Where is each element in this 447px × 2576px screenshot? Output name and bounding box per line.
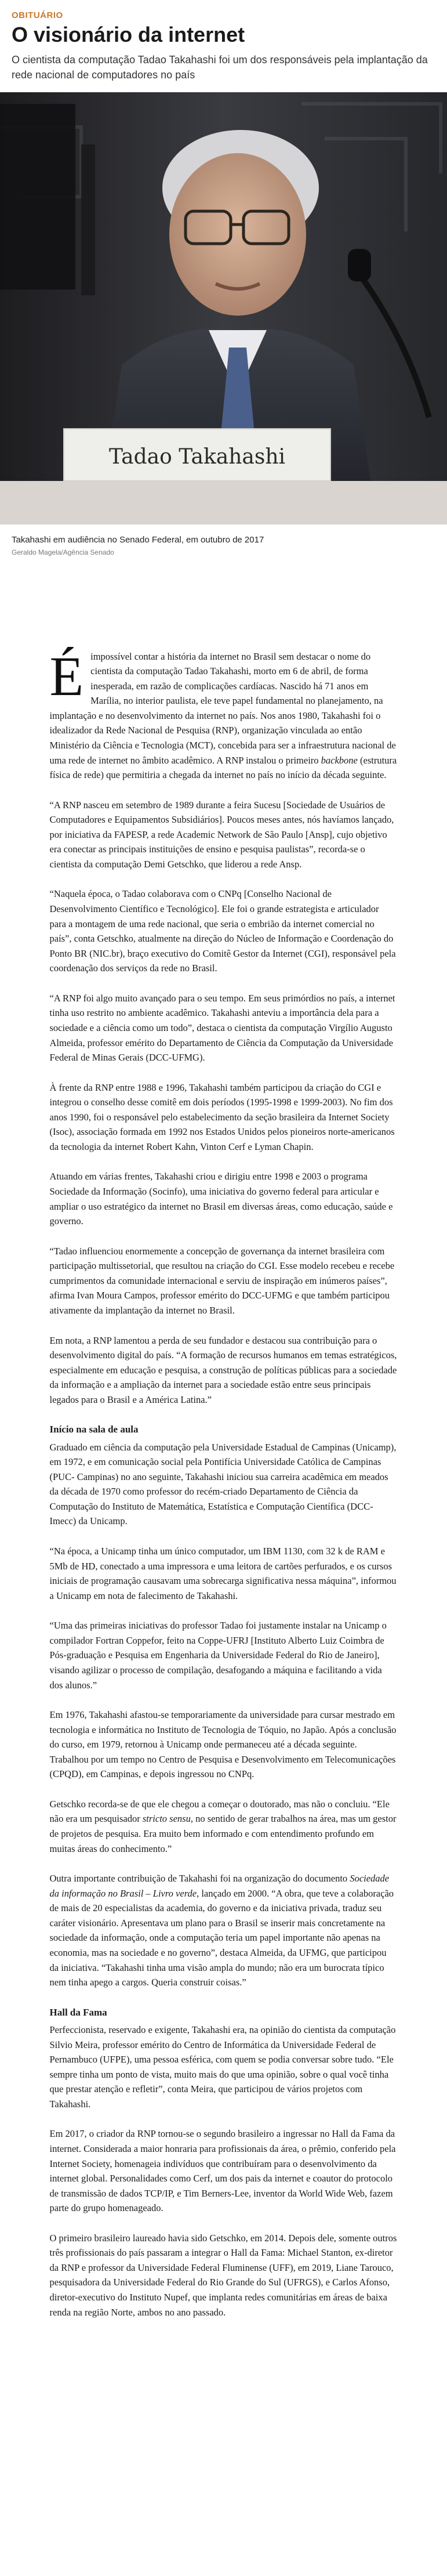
section-heading: Início na sala de aula [49, 1424, 139, 1435]
paragraph: Em 2017, o criador da RNP tornou-se o segundo brasileiro a ingressar no Hall da Fama da internet. Considerada a maior honraria para profissionais da área, o prêmio, conferido pela Internet Society, homenageia indivíduos que contribuíram para o desenvolvimento da internet global. Personalidades como Cerf, um dos pais da internet e coautor do protocolo de transmissão de dados TCP/IP, e Tim Berners-Lee, inventor da World Wide Web, fazem parte do grupo homenageado. [49, 2128, 396, 2214]
portrait-photo [0, 92, 447, 524]
paragraph: “A RNP foi algo muito avançado para o seu tempo. Em seus primórdios no país, a internet tinha uso restrito no ambiente acadêmico. Takahashi anteviu a importância dela para a sociedade e a ciência como um todo”, destaca o cientista da computação Virgílio Augusto Almeida, professor emérito do Departamento de Ciência da Computação da Universidade Federal de Minas Gerais (DCC-UFMG). [49, 992, 395, 1063]
section-heading: Hall da Fama [49, 2006, 107, 2018]
paragraph: À frente da RNP entre 1988 e 1996, Takahashi também participou da criação do CGI e integrou o conselho desse comitê em dois períodos (1995-1998 e 1999-2003). No fim dos anos 1990, foi o responsável pelo estabelecimento da seção brasileira da Internet Society (Isoc), associação formada em 1992 nos Estados Unidos pelos pioneiros norte-americanos da tecnologia da internet Robert Kahn, Vinton Cerf e Lyman Chapin. [49, 1081, 395, 1152]
paragraph: “Tadao influenciou enormemente a concepção de governança da internet brasileira com participação multissetorial, que resultou na criação do CGI. Esse modelo recebeu e recebe cumprimentos da comunidade internacional e serviu de inspiração em inúmeros países”, afirma Ivan Moura Campos, professor emérito do DCC-UFMG e que também participou ativamente da implantação da internet no Brasil. [49, 1245, 395, 1316]
paragraph: Graduado em ciência da computação pela Universidade Estadual de Campinas (Unicamp), em 1972, e em comunicação social pela Pontifícia Universidade Católica de Campinas (PUC- Campinas) no ano seguinte, Takahashi iniciou sua carreira acadêmica em meados da década de 1970 como professor do recém-criado Departamento de Ciência da Computação do Instituto de Matemática, Estatística e Computação Científica (DCC-Imecc) da Unicamp. [49, 1441, 397, 1527]
section-kicker[interactable]: OBITUÁRIO [12, 10, 63, 20]
photo-caption: Takahashi em audiência no Senado Federal, em outubro de 2017 [12, 534, 264, 545]
paragraph: “Uma das primeiras iniciativas do professor Tadao foi justamente instalar na Unicamp o compilador Fortran Coppefor, feito na Coppe-UFRJ [Instituto Alberto Luiz Coimbra de Pós-graduação e Pesquisa em Engenharia da Universidade Federal do Rio de Janeiro], visando agilizar o processo de compilação, desafogando a máquina e facilitando a vida dos alunos.” [49, 1620, 387, 1691]
paragraph: Em nota, a RNP lamentou a perda de seu fundador e destacou sua contribuição para o desenvolvimento digital do país. “A formação de recursos humanos em temas estratégicos, especialmente em educação e pesquisa, a construção de políticas públicas para a sociedade da informação e a ampliação da internet para a sociedade estão entre seus principais legados para o Brasil e a América Latina.” [49, 1334, 397, 1405]
paragraph: Getschko recorda-se de que ele chegou a começar o doutorado, mas não o concluiu. “Ele não era um pesquisador stricto sensu, no sentido de gerar trabalhos na área, mas um gestor de projetos de pesquisa. Era muito bem informado e com entendimento profundo em muitas áreas do conhecimento.” [49, 1798, 397, 1854]
paragraph: “Na época, a Unicamp tinha um único computador, um IBM 1130, com 32 k de RAM e 5Mb de HD, conectado a uma impressora e uma leitora de cartões perfurados, e os cursos iniciais de programação causavam uma sobrecarga significativa nessa máquina”, informou a Unicamp em nota de falecimento de Takahashi. [49, 1546, 397, 1601]
paragraph: Perfeccionista, reservado e exigente, Takahashi era, na opinião do cientista da computação Silvio Meira, professor emérito do Centro de Informática da Universidade Federal de Pernambuco (UFPE), uma pessoa esférica, com quem se podia conversar sobre tudo. “Ele sempre tinha um ponto de vista, muito mais do que uma opinião, sobre o qual você tinha que prestar atenção e refletir”, conta Meira, que participou de vários projetos com Takahashi. [49, 2024, 396, 2110]
drop-cap: É [49, 645, 84, 707]
article-title: O visionário da internet [12, 23, 245, 46]
paragraph: O primeiro brasileiro laureado havia sido Getschko, em 2014. Depois dele, somente outros três profissionais do país passaram a integrar o Hall da Fama: Michael Stanton, ex-diretor da RNP e professor da Universidade Federal Fluminense (UFF), em 2019, Liane Tarouco, pesquisadora da Universidade Federal do Rio Grande do Sul (UFRGS), e Carlos Afonso, diretor-executivo do Instituto Nupef, que implanta redes comunitárias em áreas de baixa renda na região Norte, ambos no ano passado. [49, 2232, 397, 2318]
paragraph: “Naquela época, o Tadao colaborava com o CNPq [Conselho Nacional de Desenvolvimento Científico e Tecnológico]. Ele foi o grande estrategista e articulador para a montagem de uma rede nacional, que seria o embrião da internet comercial no país”, conta Getschko, atualmente na direção do Núcleo de Informação e Coordenação do Ponto BR (NIC.br), braço executivo do Comitê Gestor da Internet (CGI), responsável pela coordenação dos serviços da rede no Brasil. [49, 888, 396, 974]
nameplate-text: Tadao Takahashi [108, 444, 286, 469]
article-subtitle: O cientista da computação Tadao Takahashi foi um dos responsáveis pela implantação da rede nacional de computadores no país [12, 54, 428, 81]
article-header [0, 0, 447, 92]
paragraph: “A RNP nasceu em setembro de 1989 durante a feira Sucesu [Sociedade de Usuários de Computadores e Equipamentos Subsidiários]. Poucos meses antes, nós havíamos lançado, por iniciativa da FAPESP, a rede Academic Network de São Paulo [Ansp], cujo objetivo era conectar as principais instituições de ensino e pesquisa paulistas”, recorda-se o cientista da computação Demi Getschko, que liderou a rede Ansp. [49, 799, 394, 870]
paragraph: Outra importante contribuição de Takahashi foi na organização do documento Sociedade da informação no Brasil – Livro verde, lançado em 2000. “A obra, que teve a colaboração de mais de 20 especialistas da academia, do governo e da iniciativa privada, traduz seu caráter visionário. Apresentava um plano para o Brasil se inserir mais concretamente na sociedade da informação, onde a computação teria um papel importante não apenas na economia, mas na sociedade e no governo”, destaca Almeida, da UFMG, que participou da iniciativa. “Takahashi tinha uma visão ampla do mundo; não era um burocrata típico nem tinha apego a cargos. Queria construir coisas.” [49, 1873, 394, 1988]
lead-paragraph: Éimpossível contar a história da internet no Brasil sem destacar o nome do cientista da computação Tadao Takahashi, morto em 6 de abril, de forma inesperada, em razão de complicações cardíacas. Nascido há 71 anos em Marília, no interior paulista, ele teve papel fundamental no planejamento, na implantação e no desenvolvimento da internet no país. Nos anos 1980, Takahashi foi o idealizador da Rede Nacional de Pesquisa (RNP), organização vinculada ao então Ministério da Ciência e Tecnologia (MCT), concebida para ser a infraestrutura nacional de uma rede de internet no âmbito acadêmico. A RNP instalou o primeiro backbone (estrutura física de rede) que permitiria a chegada da internet no país no início da década seguinte. [49, 645, 397, 781]
photo-credit: Geraldo Magela/Agência Senado [12, 548, 114, 556]
article-body [49, 645, 398, 2320]
paragraph: Atuando em várias frentes, Takahashi criou e dirigiu entre 1998 e 2003 o programa Sociedade da Informação (Socinfo), uma iniciativa do governo federal para articular e ampliar o uso estratégico da internet no Brasil em diversas áreas, como educação, saúde e governo. [49, 1171, 393, 1227]
paragraph: Em 1976, Takahashi afastou-se temporariamente da universidade para cursar mestrado em tecnologia e informática no Instituto de Tecnologia de Tóquio, no Japão. Após a conclusão do curso, em 1979, retornou à Unicamp onde permaneceu até a década seguinte. Trabalhou por um tempo no Centro de Pesquisa e Desenvolvimento em Telecomunicações (CPQD), em Campinas, e depois ingressou no CNPq. [49, 1709, 397, 1780]
